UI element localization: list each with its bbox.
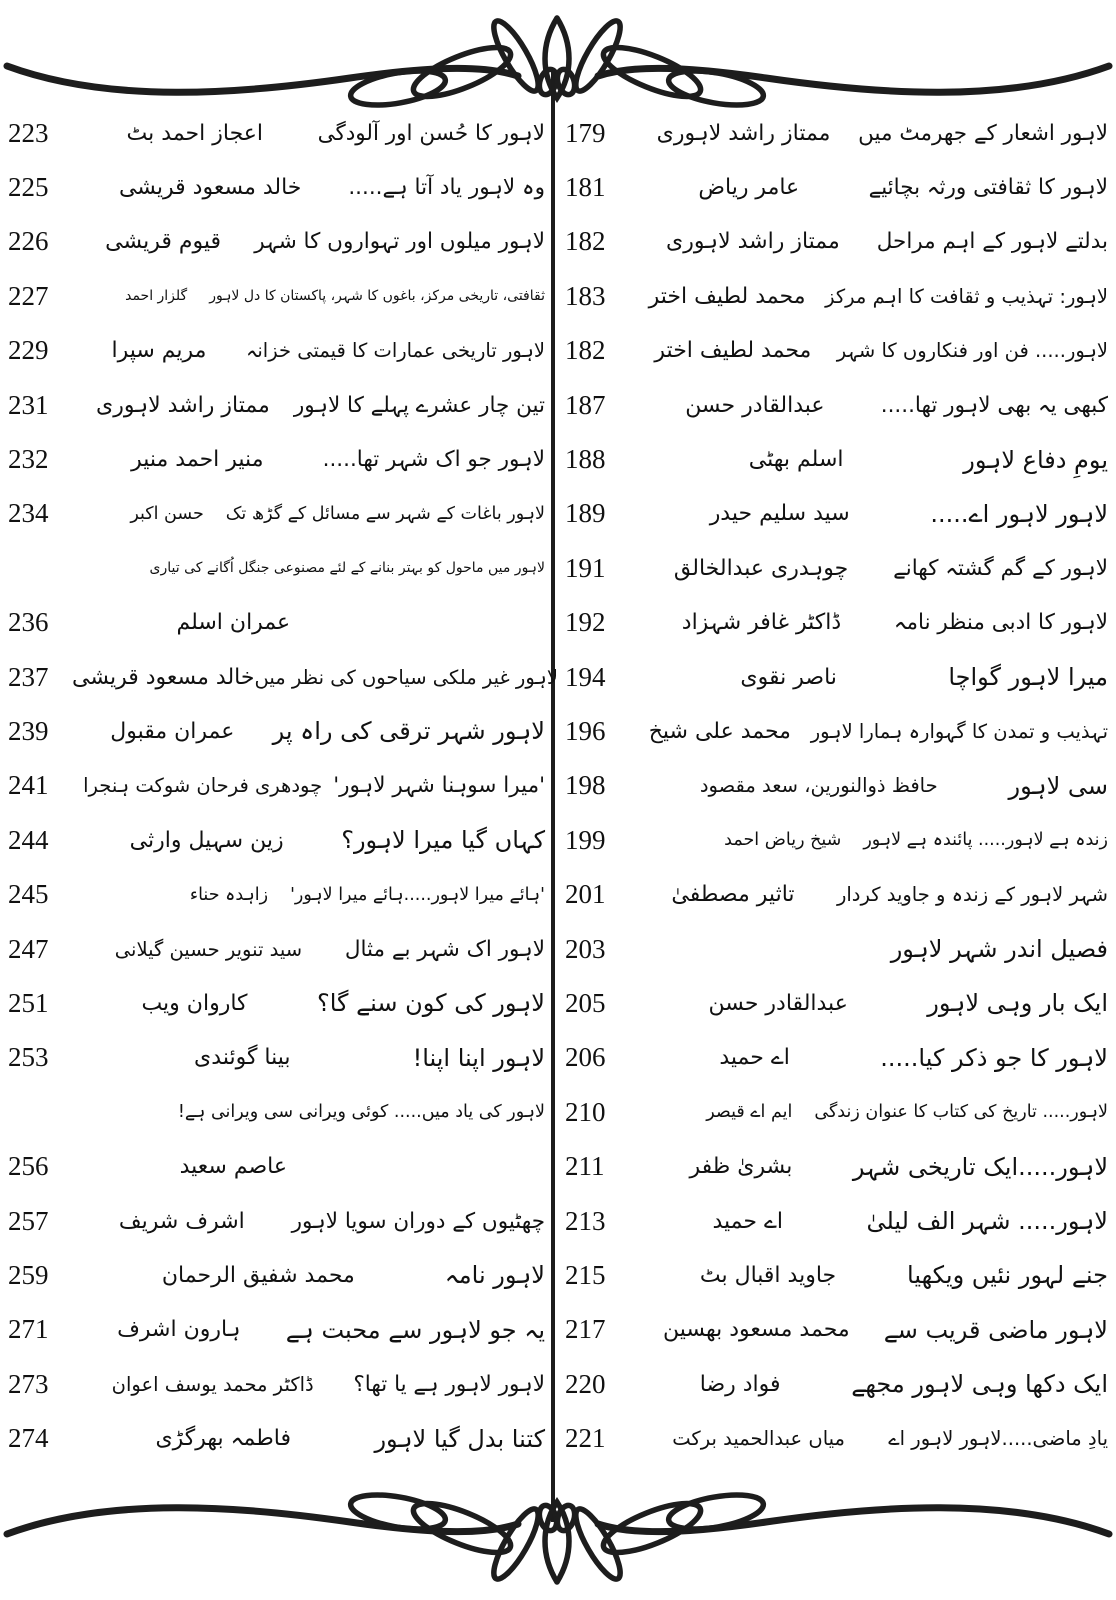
entry-title: 'میرا سوہنا شہر لاہور' <box>333 773 545 799</box>
entry-page-number: 232 <box>8 444 49 475</box>
entry-page-number: 239 <box>8 715 49 746</box>
entry-page-number: 188 <box>565 444 606 475</box>
entry-title: بدلتے لاہور کے اہم مراحل <box>876 229 1108 255</box>
toc-entry <box>8 1357 545 1411</box>
entry-page-number: 183 <box>565 280 606 311</box>
entry-page-number: 198 <box>565 770 606 801</box>
entry-author: ممتاز راشد لاہوری <box>665 229 840 255</box>
entry-author: کاروان ویب <box>141 990 248 1016</box>
entry-page-number: 213 <box>565 1205 606 1236</box>
entry-title: جنے لہور نئیں ویکھیا <box>907 1261 1108 1290</box>
toc-entry <box>565 541 1108 595</box>
entry-author: بشریٰ ظفر <box>689 1154 793 1180</box>
entry-title: یادِ ماضی.....لاہور لاہور اے <box>888 1427 1108 1451</box>
entry-author: ڈاکٹر محمد یوسف اعوان <box>111 1372 314 1396</box>
entry-title: لاہور..... فن اور فنکاروں کا شہر <box>836 339 1108 363</box>
toc-entry <box>565 1139 1108 1193</box>
entry-author: اعجاز احمد بٹ <box>126 120 264 146</box>
toc-entry <box>8 650 558 704</box>
entry-author: تاثیر مصطفیٰ <box>671 882 795 908</box>
toc-entry <box>8 269 545 323</box>
entry-page-number: 234 <box>8 498 49 529</box>
toc-entry <box>565 269 1108 323</box>
toc-entry <box>8 106 545 160</box>
entry-author: زاہدہ حناء <box>189 884 269 905</box>
entry-page-number: 237 <box>8 661 49 692</box>
entry-author: چوہدری عبدالخالق <box>673 555 849 581</box>
toc-entry <box>565 324 1108 378</box>
entry-page-number: 229 <box>8 335 49 366</box>
entry-page-number: 256 <box>8 1151 49 1182</box>
entry-title: لاہور میں ماحول کو بہتر بنانے کے لئے مصنوعی جنگل اُگانے کی تیاری <box>149 560 545 577</box>
entry-title: شہر لاہور کے زندہ و جاوید کردار <box>836 883 1108 907</box>
entry-page-number: 273 <box>8 1368 49 1399</box>
entry-author: اے حمید <box>719 1045 790 1071</box>
entry-author: فاطمہ بھرگڑی <box>155 1426 292 1452</box>
entry-title: لاہور باغات کے شہر سے مسائل کے گڑھ تک <box>225 503 545 524</box>
entry-title: لاہور شہر ترقی کی راہ پر <box>272 717 545 746</box>
entry-page-number: 192 <box>565 607 606 638</box>
entry-title: لاہور کی یاد میں..... کوئی ویرانی سی ویرانی ہے! <box>177 1102 545 1123</box>
entry-page-number: 271 <box>8 1314 49 1345</box>
entry-title: زندہ ہے لاہور..... پائندہ ہے لاہور <box>863 830 1108 851</box>
entry-page-number: 227 <box>8 280 49 311</box>
toc-entry <box>8 1194 545 1248</box>
entry-author: محمد مسعود بھسین <box>662 1317 850 1343</box>
toc-entry <box>8 378 545 432</box>
entry-page-number: 182 <box>565 335 606 366</box>
entry-page-number: 189 <box>565 498 606 529</box>
entry-title: لاہور کا حُسن اور آلودگی <box>317 120 545 146</box>
toc-column-left <box>0 106 558 1466</box>
entry-page-number: 187 <box>565 389 606 420</box>
entry-author: قیوم قریشی <box>105 229 222 255</box>
toc-entry <box>8 867 545 921</box>
entry-page-number: 191 <box>565 552 606 583</box>
entry-page-number: 223 <box>8 117 49 148</box>
entry-author: محمد لطیف اختر <box>654 338 812 364</box>
entry-page-number: 274 <box>8 1423 49 1454</box>
entry-author: گلزار احمد <box>125 288 188 305</box>
entry-author: مریم سپرا <box>111 338 207 364</box>
entry-author: بینا گوئندی <box>194 1045 291 1071</box>
toc-entry-title-line <box>8 1085 545 1139</box>
toc-entry <box>8 487 545 541</box>
toc-entry <box>565 432 1108 486</box>
toc-entry <box>565 976 1108 1030</box>
entry-author: خالد مسعود قریشی <box>72 664 255 690</box>
entry-page-number: 247 <box>8 933 49 964</box>
toc-entry <box>8 1411 545 1465</box>
toc-entry <box>8 324 545 378</box>
toc-entry <box>565 106 1108 160</box>
entry-title: لاہور میلوں اور تہواروں کا شہر <box>254 229 545 255</box>
entry-author: منیر احمد منیر <box>131 447 264 473</box>
entry-page-number: 201 <box>565 879 606 910</box>
toc-entry <box>565 704 1108 758</box>
entry-page-number: 181 <box>565 172 606 203</box>
toc-entry <box>8 596 545 650</box>
entry-title: کتنا بدل گیا لاہور <box>374 1424 545 1453</box>
entry-author: عمران مقبول <box>110 718 235 744</box>
entry-page-number: 211 <box>565 1151 605 1182</box>
entry-author: فواد رضا <box>699 1371 781 1397</box>
entry-title: لاہور ماضی قریب سے <box>883 1315 1108 1344</box>
flourish-ornament-top <box>0 6 1116 110</box>
entry-page-number: 241 <box>8 770 49 801</box>
entry-title: لاہور.....ایک تاریخی شہر <box>852 1152 1108 1181</box>
toc-entry <box>565 1303 1108 1357</box>
entry-page-number: 226 <box>8 226 49 257</box>
entry-page-number: 236 <box>8 607 49 638</box>
toc-entry <box>8 813 545 867</box>
entry-title: ایک دکھا وہی لاہور مجھے <box>851 1370 1108 1399</box>
entry-title: لاہور کا ثقافتی ورثہ بچائیے <box>868 175 1108 201</box>
entry-title: لاہور لاہور اے..... <box>930 499 1108 528</box>
entry-page-number: 259 <box>8 1259 49 1290</box>
entry-author: ناصر نقوی <box>740 664 837 690</box>
toc-entry <box>565 922 1108 976</box>
entry-page-number: 244 <box>8 824 49 855</box>
entry-author: عمران اسلم <box>176 610 291 636</box>
toc-entry <box>8 1248 545 1302</box>
entry-title: لاہور..... تاریخ کی کتاب کا عنوان زندگی <box>814 1102 1108 1123</box>
entry-author: اشرف شریف <box>118 1208 245 1234</box>
entry-author: ڈاکٹر غافر شہزاد <box>681 610 842 636</box>
entry-page-number: 206 <box>565 1042 606 1073</box>
entry-page-number: 179 <box>565 117 606 148</box>
entry-page-number: 217 <box>565 1314 606 1345</box>
entry-page-number: 231 <box>8 389 49 420</box>
entry-author: زین سہیل وارثی <box>129 827 284 853</box>
entry-page-number: 182 <box>565 226 606 257</box>
entry-title: سی لاہور <box>1008 771 1108 800</box>
entry-title: لاہور: تہذیب و ثقافت کا اہم مرکز <box>825 284 1108 308</box>
toc-entry <box>565 1085 1108 1139</box>
entry-author: حسن اکبر <box>130 503 204 524</box>
entry-page-number: 203 <box>565 933 606 964</box>
toc-entry <box>565 1194 1108 1248</box>
entry-title: لاہور جو اک شہر تھا..... <box>322 447 545 473</box>
toc-entry <box>565 1411 1108 1465</box>
entry-title: لاہور نامہ <box>444 1261 545 1290</box>
entry-author: سید سلیم حیدر <box>709 501 850 527</box>
entry-title: لاہور کے گم گشتہ کھانے <box>893 555 1108 581</box>
entry-title: لاہور اپنا اپنا! <box>412 1043 545 1072</box>
toc-entry <box>565 378 1108 432</box>
toc-entry <box>565 596 1108 650</box>
toc-entry <box>8 922 545 976</box>
entry-title: لاہور اشعار کے جھرمٹ میں <box>858 120 1108 146</box>
toc-entry <box>565 759 1108 813</box>
toc-entry <box>565 1248 1108 1302</box>
toc-entry <box>565 650 1108 704</box>
entry-title: وہ لاہور یاد آتا ہے..... <box>348 175 545 201</box>
toc-entry <box>8 432 545 486</box>
entry-page-number: 205 <box>565 987 606 1018</box>
entry-title: ایک بار وہی لاہور <box>927 989 1108 1018</box>
entry-title: میرا لاہور گواچا <box>948 663 1108 692</box>
toc-entry <box>8 704 545 758</box>
entry-title: 'ہائے میرا لاہور.....ہائے میرا لاہور' <box>290 884 545 905</box>
toc-entry <box>565 867 1108 921</box>
entry-author: عاصم سعید <box>179 1154 288 1180</box>
toc-entry <box>8 976 545 1030</box>
entry-author: عامر ریاض <box>698 175 800 201</box>
entry-page-number: 257 <box>8 1205 49 1236</box>
entry-page-number: 221 <box>565 1423 606 1454</box>
entry-title: فصیل اندر شہر لاہور <box>890 935 1108 964</box>
entry-title: لاہور کی کون سنے گا؟ <box>316 989 545 1018</box>
entry-author: محمد علی شیخ <box>648 718 791 744</box>
toc-entry <box>8 1303 545 1357</box>
toc-entry <box>8 1031 545 1085</box>
entry-page-number: 225 <box>8 172 49 203</box>
entry-author: سید تنویر حسین گیلانی <box>114 937 303 961</box>
entry-author: حافظ ذوالنورین، سعد مقصود <box>699 774 938 798</box>
entry-page-number: 199 <box>565 824 606 855</box>
toc-entry <box>565 487 1108 541</box>
entry-title: لاہور کا ادبی منظر نامہ <box>893 610 1108 636</box>
toc-column-right <box>551 106 1116 1466</box>
entry-author: جاوید اقبال بٹ <box>699 1262 837 1288</box>
entry-author: محمد لطیف اختر <box>648 283 806 309</box>
entry-title: یہ جو لاہور سے محبت ہے <box>285 1315 545 1344</box>
entry-author: عبدالقادر حسن <box>708 990 848 1016</box>
entry-author: چودھری فرحان شوکت ہنجرا <box>83 774 323 798</box>
entry-title: کبھی یہ بھی لاہور تھا..... <box>880 392 1108 418</box>
toc-entry <box>565 813 1108 867</box>
entry-author: میاں عبدالحمید برکت <box>672 1427 845 1451</box>
toc-entry <box>565 215 1108 269</box>
entry-page-number: 245 <box>8 879 49 910</box>
entry-title: لاہور تاریخی عمارات کا قیمتی خزانہ <box>245 339 545 363</box>
toc-content <box>0 106 1116 1466</box>
entry-author: ممتاز راشد لاہوری <box>656 120 831 146</box>
entry-page-number: 251 <box>8 987 49 1018</box>
entry-page-number: 253 <box>8 1042 49 1073</box>
entry-author: ایم اے قیصر <box>706 1102 793 1123</box>
entry-author: اسلم بھٹی <box>748 447 844 473</box>
entry-author: محمد شفیق الرحمان <box>161 1262 355 1288</box>
entry-title: تین چار عشرے پہلے کا لاہور <box>293 392 545 418</box>
entry-author: خالد مسعود قریشی <box>118 175 302 201</box>
toc-entry <box>565 160 1108 214</box>
entry-title: لاہور..... شہر الف لیلیٰ <box>866 1207 1108 1235</box>
toc-entry-title-line <box>8 541 545 595</box>
entry-author: شیخ ریاض احمد <box>724 830 842 851</box>
entry-title: لاہور غیر ملکی سیاحوں کی نظر میں <box>254 665 558 689</box>
toc-entry <box>565 1357 1108 1411</box>
entry-page-number: 196 <box>565 715 606 746</box>
entry-title: چھٹیوں کے دوران سویا لاہور <box>291 1208 545 1234</box>
entry-title: یومِ دفاع لاہور <box>963 445 1108 474</box>
toc-entry <box>8 1139 545 1193</box>
entry-page-number: 210 <box>565 1096 606 1127</box>
toc-entry <box>8 160 545 214</box>
flourish-ornament-bottom <box>0 1490 1116 1594</box>
toc-entry <box>8 759 545 813</box>
entry-author: عبدالقادر حسن <box>685 392 825 418</box>
entry-author: ممتاز راشد لاہوری <box>96 392 270 418</box>
entry-title: لاہور اک شہر بے مثال <box>344 936 545 962</box>
entry-title: لاہور کا جو ذکر کیا..... <box>880 1043 1108 1072</box>
toc-entry <box>8 215 545 269</box>
entry-page-number: 215 <box>565 1259 606 1290</box>
entry-title: تہذیب و تمدن کا گہوارہ ہمارا لاہور <box>810 719 1108 743</box>
entry-author: ہارون اشرف <box>117 1317 241 1343</box>
entry-title: ثقافتی، تاریخی مرکز، باغوں کا شہر، پاکستان کا دل لاہور <box>209 288 545 305</box>
entry-title: کہاں گیا میرا لاہور؟ <box>341 826 545 855</box>
entry-author: اے حمید <box>712 1208 783 1234</box>
entry-title: لاہور لاہور ہے یا تھا؟ <box>353 1371 545 1397</box>
toc-entry <box>565 1031 1108 1085</box>
entry-page-number: 194 <box>565 661 606 692</box>
entry-page-number: 220 <box>565 1368 606 1399</box>
